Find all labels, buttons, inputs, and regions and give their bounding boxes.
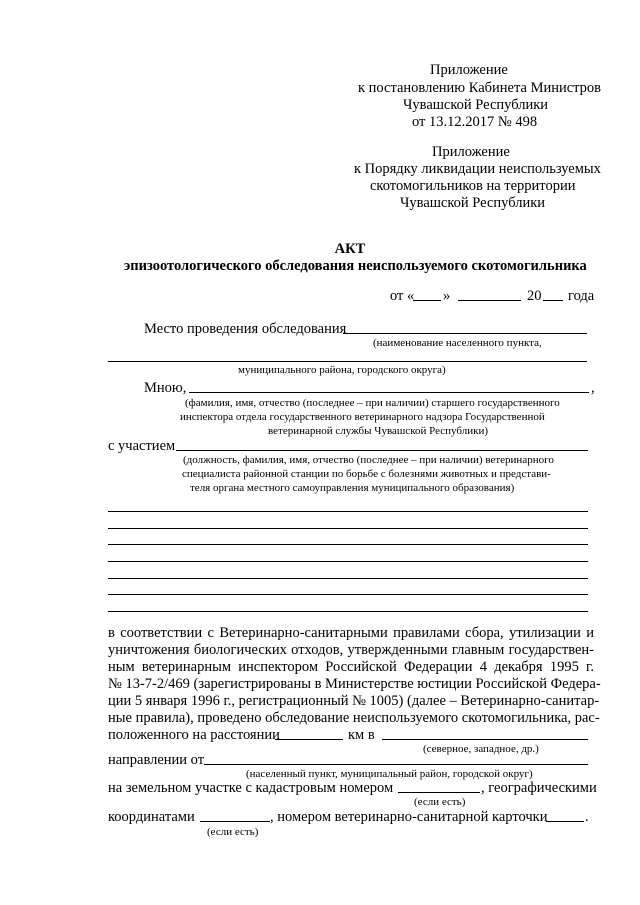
- inspector-comma: ,: [591, 380, 595, 396]
- blank-line-6: [108, 594, 588, 595]
- participation-label: с участием: [108, 438, 176, 454]
- participation-field: [176, 450, 588, 451]
- distance-field: [275, 739, 343, 740]
- date-year-field: [543, 300, 563, 301]
- date-day-field: [413, 300, 441, 301]
- card-number-field: [546, 821, 584, 822]
- settlement-field: [204, 764, 588, 765]
- inspector-hint-3: ветеринарной службы Чувашской Республики): [268, 425, 488, 437]
- place-field-2: [108, 361, 587, 362]
- inspector-hint-1: (фамилия, имя, отчество (последнее – при наличии) старшего государственного: [185, 397, 560, 409]
- blank-line-4: [108, 561, 588, 562]
- settlement-label: направлении от: [108, 752, 205, 768]
- cadastral-field: [398, 792, 480, 793]
- date-quote-close: »: [443, 288, 451, 304]
- settlement-hint: (населенный пункт, муниципальный район, городской округ): [246, 768, 533, 780]
- body-line-4: № 13-7-2/469 (зарегистрированы в Министерстве юстиции Российской Федера-: [108, 676, 601, 692]
- body-line-1: в соответствии с Ветеринарно-санитарными правилами сбора, утилизации и: [108, 625, 594, 641]
- body-line-6: ные правила), проведено обследование неиспользуемого скотомогильника, рас-: [108, 710, 600, 726]
- coordinates-prefix: , географическими: [481, 780, 597, 796]
- km-label: км в: [348, 727, 375, 743]
- distance-label: положенного на расстоянии: [108, 727, 280, 743]
- inspector-label: Мною,: [144, 380, 187, 396]
- body-line-5: ции 5 января 1996 г., регистрационный № 1005) (далее – Ветеринарно-санитар-: [108, 693, 600, 709]
- coordinates-hint: (если есть): [207, 826, 259, 838]
- inspector-hint-2: инспектора отдела государственного ветеринарного надзора Государственной: [180, 411, 545, 423]
- place-label: Место проведения обследования: [144, 321, 347, 337]
- blank-line-1: [108, 511, 588, 512]
- date-prefix: от «: [390, 288, 415, 304]
- blank-line-5: [108, 578, 588, 579]
- cadastral-hint: (если есть): [414, 796, 466, 808]
- card-number-label: , номером ветеринарно-санитарной карточки: [270, 809, 548, 825]
- header1-line3: Чувашской Республики: [403, 97, 549, 113]
- document-title: АКТ: [334, 241, 366, 257]
- coordinates-field: [200, 821, 270, 822]
- coordinates-label: координатами: [108, 809, 195, 825]
- date-year-prefix: 20: [527, 288, 542, 304]
- body-line-3: ным ветеринарным инспектором Российской Федерации 4 декабря 1995 г.: [108, 659, 594, 675]
- inspector-field: [189, 392, 589, 393]
- document-subtitle: эпизоотологического обследования неиспользуемого скотомогильника: [124, 258, 587, 274]
- direction-hint: (северное, западное, др.): [423, 743, 539, 755]
- header2-line1: Приложение: [432, 144, 510, 160]
- place-field: [343, 333, 587, 334]
- participation-hint-3: теля органа местного самоуправления муниципального образования): [190, 482, 515, 494]
- cadastral-label: на земельном участке с кадастровым номером: [108, 780, 394, 796]
- header1-line4: от 13.12.2017 № 498: [412, 114, 538, 130]
- date-month-field: [458, 300, 521, 301]
- blank-line-3: [108, 544, 588, 545]
- header2-line4: Чувашской Республики: [400, 195, 546, 211]
- blank-line-2: [108, 528, 588, 529]
- place-hint-2: муниципального района, городского округа): [238, 364, 446, 376]
- header2-line2: к Порядку ликвидации неиспользуемых: [354, 161, 601, 177]
- direction-field: [382, 739, 588, 740]
- participation-hint-2: специалиста районной станции по борьбе с болезнями животных и представи-: [182, 468, 551, 480]
- place-hint-1: (наименование населенного пункта,: [373, 337, 542, 349]
- blank-line-7: [108, 611, 588, 612]
- header1-line2: к постановлению Кабинета Министров: [358, 80, 602, 96]
- body-line-2: уничтожения биологических отходов, утвержденными главным государствен-: [108, 642, 594, 658]
- header2-line3: скотомогильников на территории: [370, 178, 576, 194]
- header1-line1: Приложение: [430, 62, 508, 78]
- date-year-suffix: года: [568, 288, 595, 304]
- final-period: .: [585, 809, 589, 825]
- participation-hint-1: (должность, фамилия, имя, отчество (последнее – при наличии) ветеринарного: [183, 454, 554, 466]
